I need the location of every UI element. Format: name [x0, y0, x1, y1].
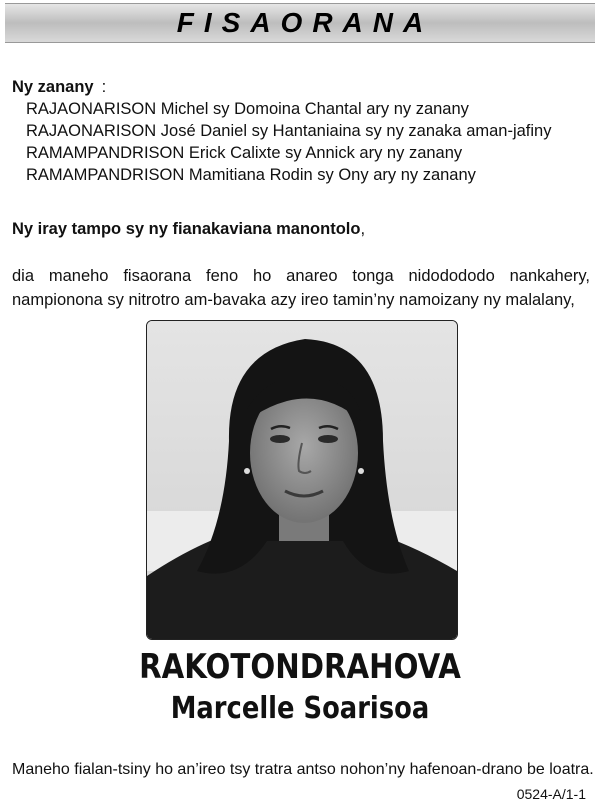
deceased-given-names: Marcelle Soarisoa: [170, 691, 430, 726]
family-line: RAMAMPANDRISON Erick Calixte sy Annick ary ny zanany: [26, 144, 463, 162]
thanks-paragraph: [12, 264, 590, 312]
family-line: RAMAMPANDRISON Mamitiana Rodin sy Ony ary ny zanany: [26, 166, 476, 184]
intro-label: [12, 76, 106, 98]
siblings-text: Ny iray tampo sy ny fianakaviana manontolo: [12, 220, 361, 238]
family-line: RAJAONARISON José Daniel sy Hantaniaina sy ny zanaka aman-jafiny: [26, 122, 552, 140]
deceased-surname: RAKOTONDRAHOVA: [139, 647, 461, 687]
closing-apology: Maneho fialan-tsiny ho an’ireo tsy tratra antso nohon’ny hafenoan-drano be loatra.: [12, 761, 594, 778]
family-line: RAJAONARISON Michel sy Domoina Chantal ary ny zanany: [26, 100, 469, 118]
intro-colon: :: [101, 78, 107, 96]
reference-code: 0524-A/1-1: [516, 786, 586, 802]
thanks-line: nampionona sy nitrotro am-bavaka azy ireo tamin’ny namoizany ny malalany,: [12, 291, 575, 309]
notice-title: FISAORANA: [176, 7, 434, 38]
siblings-comma: ,: [360, 220, 366, 238]
thanks-line: dia maneho fisaorana feno ho anareo tonga nidodododo nankahery,: [12, 267, 590, 285]
portrait-image: [147, 321, 457, 639]
portrait-photo: [146, 320, 458, 640]
intro-text: Ny zanany: [12, 78, 94, 96]
siblings-line: [12, 218, 365, 240]
family-list: [26, 98, 551, 186]
header-banner: [5, 3, 595, 43]
